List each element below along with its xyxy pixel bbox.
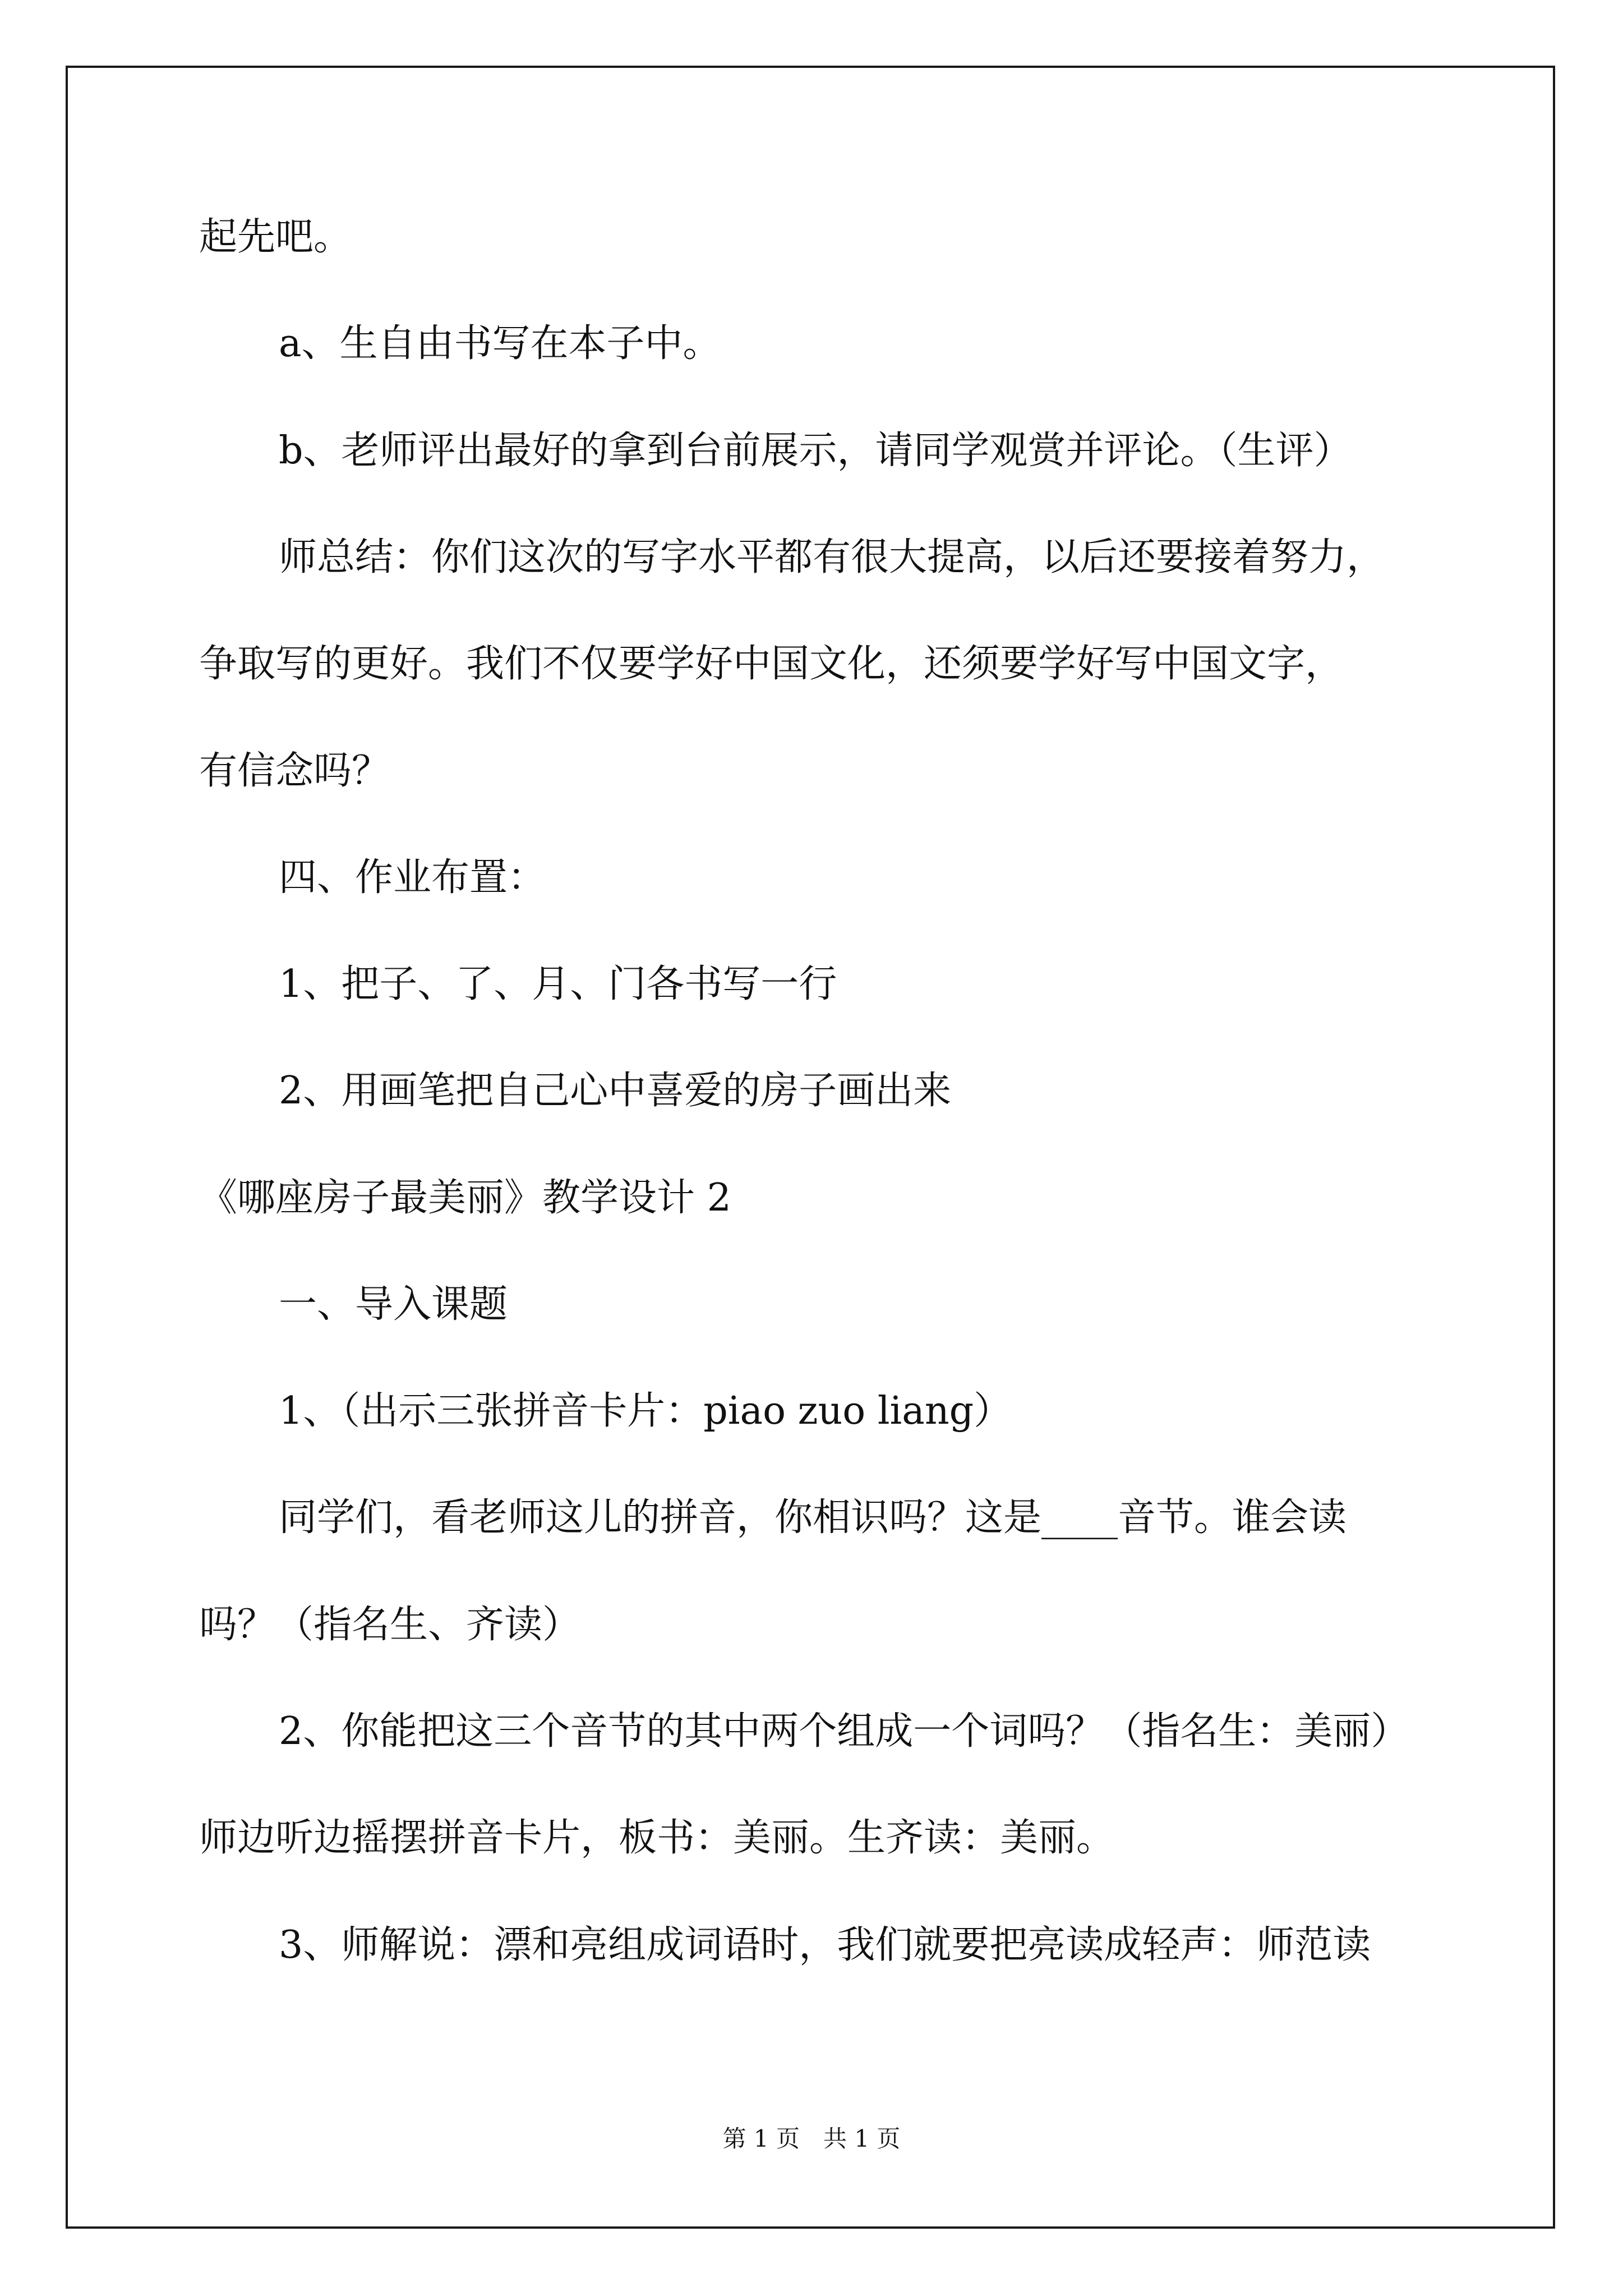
- text-line: 3、师解说：漂和亮组成词语时，我们就要把亮读成轻声：师范读: [279, 1923, 1371, 1967]
- text-line: 2、你能把这三个音节的其中两个组成一个词吗？（指名生：美丽）: [279, 1709, 1409, 1754]
- text-line: 争取写的更好。我们不仅要学好中国文化，还须要学好写中国文字，: [199, 642, 1344, 686]
- page-number: 第 1 页 共 1 页: [722, 2125, 901, 2152]
- text-line: 一、导入课题: [279, 1282, 508, 1327]
- page-border: [66, 66, 1555, 2229]
- text-line: 有信念吗？: [199, 749, 390, 793]
- text-line: 吗？（指名生、齐读）: [199, 1603, 581, 1647]
- text-line: 起先吧。: [199, 215, 352, 259]
- text-line: 同学们，看老师这儿的拼音，你相识吗？这是____音节。谁会读: [279, 1496, 1347, 1540]
- text-line: 师总结：你们这次的写字水平都有很大提高，以后还要接着努力，: [279, 535, 1385, 579]
- text-line: 1、把子、了、月、门各书写一行: [279, 962, 837, 1006]
- text-line: b、老师评出最好的拿到台前展示，请同学观赏并评论。（生评）: [279, 429, 1352, 473]
- text-line: a、生自由书写在本子中。: [279, 321, 721, 366]
- text-line: 师边听边摇摆拼音卡片，板书：美丽。生齐读：美丽。: [199, 1816, 1115, 1860]
- text-line: 1、（出示三张拼音卡片：piao zuo liang）: [279, 1389, 1012, 1433]
- text-line: 2、用画笔把自己心中喜爱的房子画出来: [279, 1069, 952, 1113]
- text-line: 四、作业布置：: [279, 855, 546, 900]
- section-title: 《哪座房子最美丽》教学设计 2: [199, 1176, 731, 1220]
